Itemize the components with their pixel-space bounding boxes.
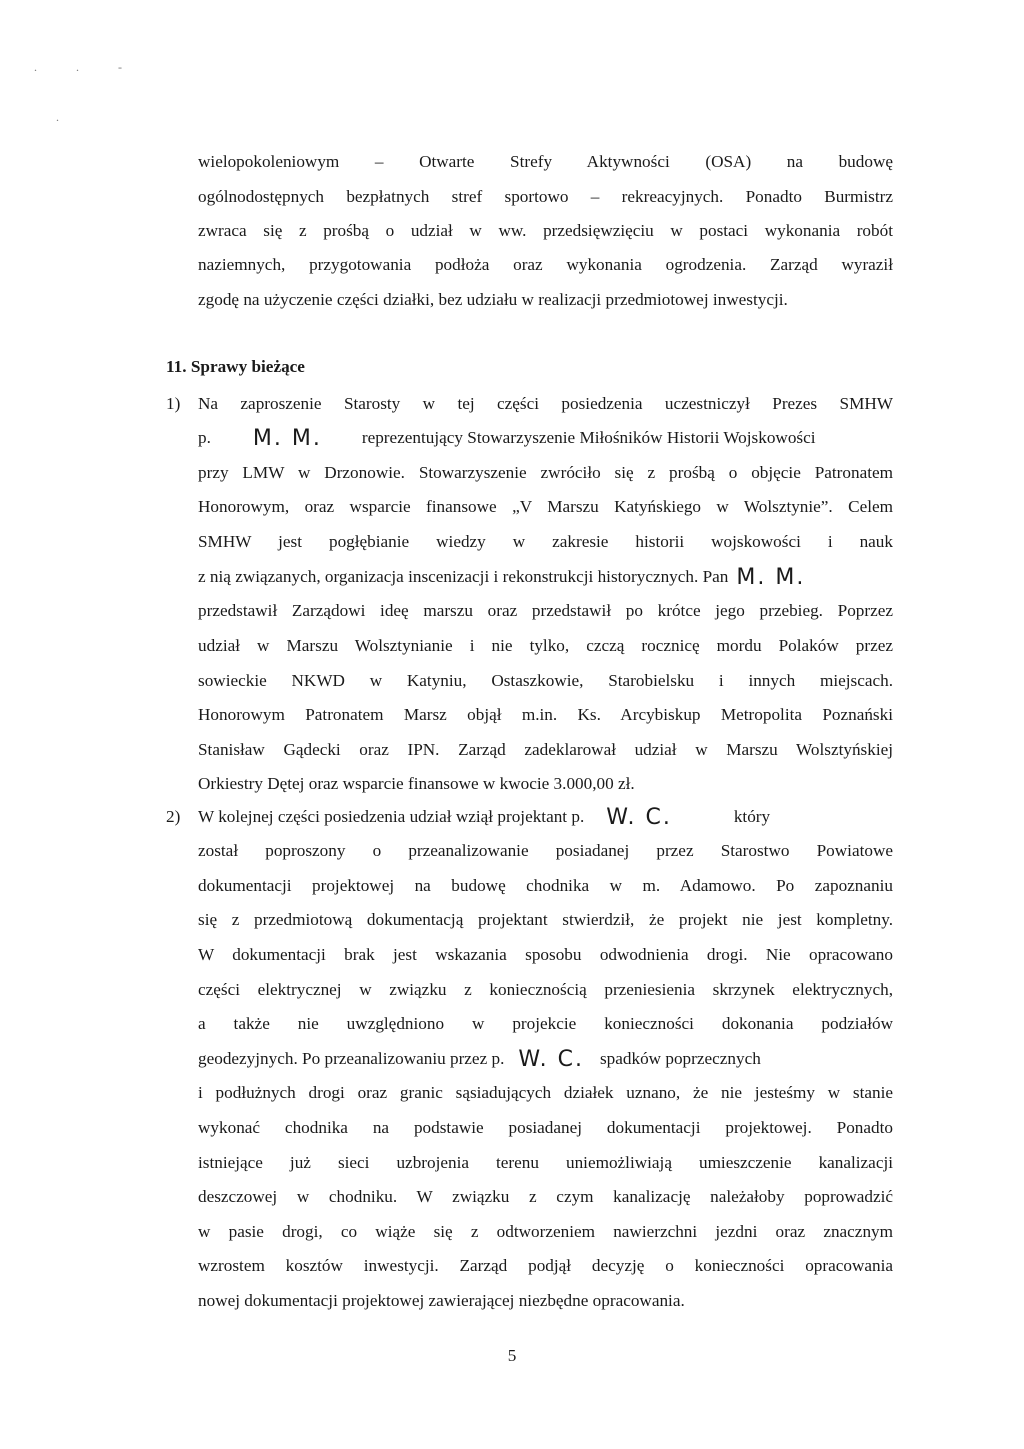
paragraph-line: i podłużnych drogi oraz granic sąsiadujących działek uznano, że nie jesteśmy w stanie (198, 1083, 893, 1102)
paragraph-line: części elektrycznej w związku z koniecznością przeniesienia skrzynek elektrycznych, (198, 980, 893, 999)
paragraph-line: zwraca się z prośbą o udział w ww. przedsięwzięciu w postaci wykonania robót (198, 221, 893, 240)
text-fragment: z nią związanych, organizacja inscenizacji i rekonstrukcji historycznych. Pan (198, 567, 729, 586)
text-fragment: W kolejnej części posiedzenia udział wziął projektant p. (198, 807, 585, 826)
section-heading: 11. Sprawy bieżące (166, 357, 305, 376)
text-fragment: geodezyjnych. Po przeanalizowaniu przez p. (198, 1049, 505, 1068)
paragraph-line: wykonać chodnika na podstawie posiadanej dokumentacji projektowej. Ponadto (198, 1118, 893, 1137)
scan-marks: . . - (34, 60, 140, 74)
scan-mark: . (56, 110, 77, 124)
paragraph-line: Honorowym, oraz wsparcie finansowe „V Marszu Katyńskiego w Wolsztynie”. Celem (198, 497, 893, 516)
handwritten-initials: M. M. (736, 565, 806, 590)
paragraph-line (198, 566, 893, 589)
text-fragment: p. (198, 428, 211, 447)
paragraph-line: naziemnych, przygotowania podłoża oraz wykonania ogrodzenia. Zarząd wyraził (198, 255, 893, 274)
paragraph-line: ogólnodostępnych bezpłatnych stref sportowo – rekreacyjnych. Ponadto Burmistrz (198, 187, 893, 206)
page-number: 5 (507, 1346, 517, 1365)
paragraph-line (198, 1048, 893, 1071)
paragraph-line: został poproszony o przeanalizowanie posiadanej przez Starostwo Powiatowe (198, 841, 893, 860)
handwritten-initials: W. C. (606, 805, 672, 830)
paragraph-line: deszczowej w chodniku. W związku z czym kanalizację należałoby poprowadzić (198, 1187, 893, 1206)
paragraph-line: nowej dokumentacji projektowej zawierającej niezbędne opracowania. (198, 1291, 685, 1310)
paragraph-line: wzrostem kosztów inwestycji. Zarząd podjął decyzję o konieczności opracowania (198, 1256, 893, 1275)
handwritten-initials: M. M. (252, 426, 322, 451)
paragraph-line: się z przedmiotową dokumentacją projektant stwierdził, że projekt nie jest kompletny. (198, 910, 893, 929)
paragraph-line: udział w Marszu Wolsztynianie i nie tylko, czczą rocznicę mordu Polaków przez (198, 636, 893, 655)
text-fragment: który (733, 807, 771, 826)
list-number: 1) (166, 394, 181, 413)
paragraph-line (198, 427, 893, 450)
handwritten-initials: W. C. (518, 1047, 584, 1072)
paragraph-line: Honorowym Patronatem Marsz objął m.in. Ks. Arcybiskup Metropolita Poznański (198, 705, 893, 724)
paragraph-line: Stanisław Gądecki oraz IPN. Zarząd zadeklarował udział w Marszu Wolsztyńskiej (198, 740, 893, 759)
paragraph-line: wielopokoleniowym – Otwarte Strefy Aktywności (OSA) na budowę (198, 152, 893, 171)
paragraph-line: dokumentacji projektowej na budowę chodnika w m. Adamowo. Po zapoznaniu (198, 876, 893, 895)
paragraph-line (198, 806, 893, 829)
paragraph-line: Orkiestry Dętej oraz wsparcie finansowe w kwocie 3.000,00 zł. (198, 774, 635, 793)
text-fragment: reprezentujący Stowarzyszenie Miłośników Historii Wojskowości (361, 428, 816, 447)
text-fragment: spadków poprzecznych (599, 1049, 761, 1068)
paragraph-line: Na zaproszenie Starosty w tej części posiedzenia uczestniczył Prezes SMHW (198, 394, 893, 413)
paragraph-line: a także nie uwzględniono w projekcie konieczności dokonania podziałów (198, 1014, 893, 1033)
paragraph-line: przedstawił Zarządowi ideę marszu oraz przedstawił po krótce jego przebieg. Poprzez (198, 601, 893, 620)
paragraph-line: istniejące już sieci uzbrojenia terenu uniemożliwiają umieszczenie kanalizacji (198, 1153, 893, 1172)
paragraph-line: w pasie drogi, co wiąże się z odtworzeniem nawierzchni jezdni oraz znacznym (198, 1222, 893, 1241)
paragraph-line: przy LMW w Drzonowie. Stowarzyszenie zwróciło się z prośbą o objęcie Patronatem (198, 463, 893, 482)
paragraph-line: W dokumentacji brak jest wskazania sposobu odwodnienia drogi. Nie opracowano (198, 945, 893, 964)
paragraph-line: SMHW jest pogłębianie wiedzy w zakresie historii wojskowości i nauk (198, 532, 893, 551)
list-number: 2) (166, 807, 181, 826)
paragraph-line: zgodę na użyczenie części działki, bez udziału w realizacji przedmiotowej inwestycji. (198, 290, 788, 309)
paragraph-line: sowieckie NKWD w Katyniu, Ostaszkowie, Starobielsku i innych miejscach. (198, 671, 893, 690)
